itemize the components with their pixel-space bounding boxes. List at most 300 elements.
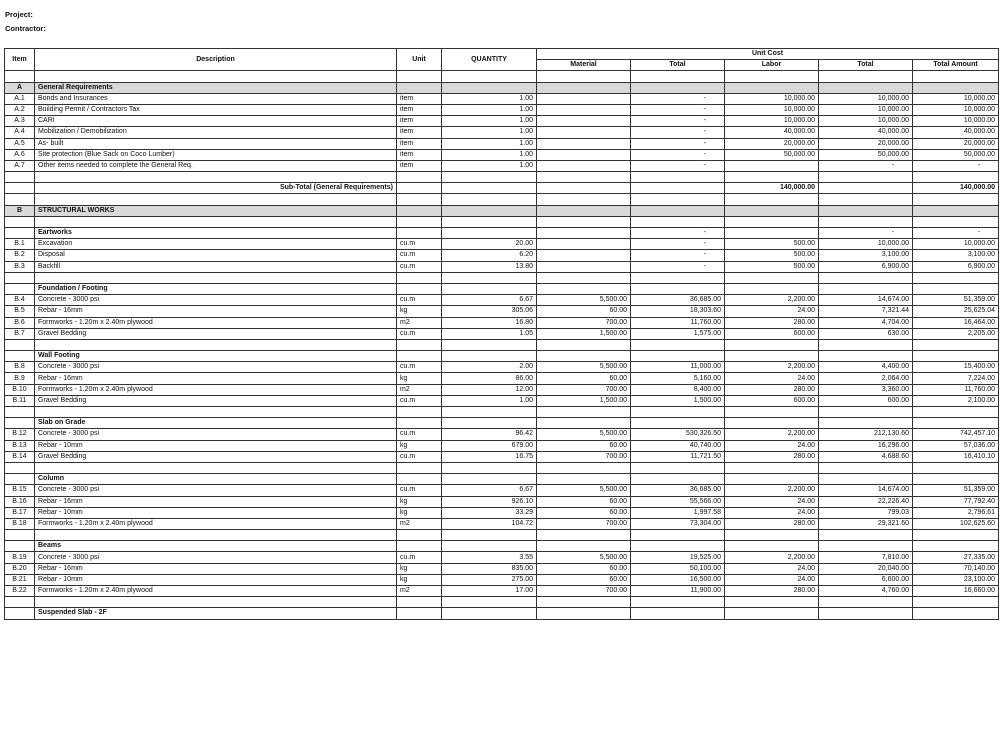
cell-material-total: -	[631, 104, 725, 115]
cell-item: A.6	[5, 149, 35, 160]
cell-quantity: 16.80	[442, 317, 537, 328]
cell-labor: 500.00	[725, 261, 819, 272]
cell-quantity: 926.10	[442, 496, 537, 507]
cell-material: 700.00	[537, 586, 631, 597]
cell-labor	[725, 597, 819, 608]
table-row	[5, 451, 999, 462]
cell-labor	[725, 216, 819, 227]
cell-material: 700.00	[537, 317, 631, 328]
cell-description	[35, 71, 397, 82]
cell-labor: 2,200.00	[725, 485, 819, 496]
cell-unit	[397, 82, 442, 93]
cell-quantity: 835.00	[442, 563, 537, 574]
group-header-row	[5, 351, 999, 362]
cell-item: B.16	[5, 496, 35, 507]
cell-description: General Requirements	[35, 82, 397, 93]
cell-material	[537, 283, 631, 294]
cell-description: Eartworks	[35, 228, 397, 239]
cell-material	[537, 530, 631, 541]
cell-total-amount: 11,760.00	[913, 384, 999, 395]
cell-total-amount: 102,625.60	[913, 518, 999, 529]
cell-labor	[725, 205, 819, 216]
cell-labor-total	[819, 216, 913, 227]
cell-unit: item	[397, 116, 442, 127]
cell-total-amount: 51,359.00	[913, 295, 999, 306]
table-row	[5, 362, 999, 373]
cell-unit: kg	[397, 574, 442, 585]
cell-labor	[725, 172, 819, 183]
cell-quantity: 2.00	[442, 362, 537, 373]
subtotal-row	[5, 183, 999, 194]
col-unit-header: Unit	[397, 49, 442, 71]
cell-labor-total: 14,674.00	[819, 295, 913, 306]
cell-labor-total: 2,064.00	[819, 373, 913, 384]
cell-unit: kg	[397, 440, 442, 451]
cell-labor: 280.00	[725, 518, 819, 529]
blank-row	[5, 597, 999, 608]
cell-labor: 24.00	[725, 306, 819, 317]
cell-material-total: 11,000.00	[631, 362, 725, 373]
cell-quantity	[442, 228, 537, 239]
cell-total-amount: 16,410.10	[913, 451, 999, 462]
cell-item: B.6	[5, 317, 35, 328]
cell-labor-total	[819, 205, 913, 216]
cell-description	[35, 194, 397, 205]
cell-total-amount: 3,100.00	[913, 250, 999, 261]
cell-total-amount	[913, 608, 999, 619]
cell-material-total	[631, 82, 725, 93]
blank-row	[5, 407, 999, 418]
cell-material: 5,500.00	[537, 429, 631, 440]
cell-unit: cu.m	[397, 362, 442, 373]
cell-quantity: 305.06	[442, 306, 537, 317]
cell-material-total: -	[631, 228, 725, 239]
cell-description	[35, 272, 397, 283]
cell-labor-total: 16,296.00	[819, 440, 913, 451]
cell-quantity: 275.00	[442, 574, 537, 585]
cell-unit	[397, 462, 442, 473]
cell-description: Excavation	[35, 239, 397, 250]
cell-item: B.3	[5, 261, 35, 272]
cell-total-amount: 40,000.00	[913, 127, 999, 138]
cell-total-amount: 2,796.61	[913, 507, 999, 518]
cell-description: Building Permit / Contractors Tax	[35, 104, 397, 115]
cell-quantity: 6.67	[442, 485, 537, 496]
cell-total-amount	[913, 71, 999, 82]
cell-total-amount	[913, 407, 999, 418]
cell-item: B.4	[5, 295, 35, 306]
cell-description: Site protection (Blue Sack on Coco Lumber)	[35, 149, 397, 160]
cell-material: 5,500.00	[537, 485, 631, 496]
cell-description	[35, 216, 397, 227]
cell-unit: item	[397, 149, 442, 160]
cell-labor	[725, 71, 819, 82]
cell-total-amount: 70,140.00	[913, 563, 999, 574]
cell-description: Beams	[35, 541, 397, 552]
cell-material: 5,500.00	[537, 295, 631, 306]
table-row	[5, 104, 999, 115]
table-row	[5, 574, 999, 585]
project-label: Project:	[5, 10, 33, 19]
cell-item	[5, 216, 35, 227]
cell-labor	[725, 82, 819, 93]
table-row	[5, 496, 999, 507]
cell-labor-total: 4,704.00	[819, 317, 913, 328]
cell-labor-total: 7,810.00	[819, 552, 913, 563]
cell-material-total: -	[631, 127, 725, 138]
table-body	[5, 71, 999, 619]
cell-material-total: -	[631, 160, 725, 171]
cell-labor	[725, 530, 819, 541]
cell-material-total	[631, 418, 725, 429]
cell-material-total	[631, 351, 725, 362]
cell-item: A.2	[5, 104, 35, 115]
cell-description: CARI	[35, 116, 397, 127]
cell-material: 700.00	[537, 451, 631, 462]
group-header-row	[5, 608, 999, 619]
blank-row	[5, 216, 999, 227]
table-row	[5, 160, 999, 171]
col-material-header: Material	[537, 60, 631, 71]
cell-unit: cu.m	[397, 295, 442, 306]
cell-description: Rebar - 10mm	[35, 507, 397, 518]
cell-total-amount: 27,335.00	[913, 552, 999, 563]
blank-row	[5, 172, 999, 183]
blank-row	[5, 462, 999, 473]
cell-quantity	[442, 194, 537, 205]
cell-material	[537, 541, 631, 552]
cell-quantity: 13.80	[442, 261, 537, 272]
cell-total-amount	[913, 339, 999, 350]
cell-material: 60.00	[537, 306, 631, 317]
col-material-total-header: Total	[631, 60, 725, 71]
cell-material	[537, 160, 631, 171]
cell-item: A.3	[5, 116, 35, 127]
cell-item: B.1	[5, 239, 35, 250]
cell-description: Rebar - 16mm	[35, 563, 397, 574]
cell-labor: 600.00	[725, 328, 819, 339]
cell-quantity: 1.00	[442, 138, 537, 149]
cell-total-amount: 10,000.00	[913, 104, 999, 115]
cell-labor: 2,200.00	[725, 295, 819, 306]
cell-material: 60.00	[537, 574, 631, 585]
cell-material	[537, 608, 631, 619]
cell-material-total	[631, 530, 725, 541]
table-row	[5, 295, 999, 306]
col-labor-header: Labor	[725, 60, 819, 71]
cell-material-total	[631, 407, 725, 418]
cell-total-amount: 51,359.00	[913, 485, 999, 496]
cell-quantity	[442, 283, 537, 294]
cell-description: Concrete - 3000 psi	[35, 552, 397, 563]
cell-labor: 280.00	[725, 317, 819, 328]
cell-material: 1,500.00	[537, 328, 631, 339]
col-labor-total-header: Total	[819, 60, 913, 71]
cell-labor-total	[819, 608, 913, 619]
cell-quantity: 1.00	[442, 93, 537, 104]
blank-row	[5, 71, 999, 82]
cell-unit: m2	[397, 586, 442, 597]
cell-total-amount	[913, 205, 999, 216]
cell-labor: 24.00	[725, 496, 819, 507]
cell-quantity: 6.20	[442, 250, 537, 261]
cell-material-total: 1,500.00	[631, 395, 725, 406]
section-header-row	[5, 82, 999, 93]
cell-labor-total	[819, 272, 913, 283]
cell-total-amount	[913, 172, 999, 183]
cell-material: 700.00	[537, 384, 631, 395]
cell-unit	[397, 339, 442, 350]
cell-item: B.7	[5, 328, 35, 339]
cell-labor-total	[819, 474, 913, 485]
cell-unit: kg	[397, 496, 442, 507]
cell-labor: 2,200.00	[725, 362, 819, 373]
cell-unit: cu.m	[397, 552, 442, 563]
cell-description: Concrete - 3000 psi	[35, 295, 397, 306]
cell-total-amount: 10,000.00	[913, 93, 999, 104]
table-row	[5, 306, 999, 317]
cell-material	[537, 272, 631, 283]
cell-quantity	[442, 541, 537, 552]
cell-material-total: -	[631, 93, 725, 104]
cell-description	[35, 407, 397, 418]
cell-labor	[725, 228, 819, 239]
cell-description: Slab on Grade	[35, 418, 397, 429]
cell-unit	[397, 474, 442, 485]
cell-material-total	[631, 283, 725, 294]
cell-item	[5, 283, 35, 294]
cell-description: Formworks - 1.20m x 2.40m plywood	[35, 384, 397, 395]
cell-quantity: 1.00	[442, 160, 537, 171]
cell-item: B.19	[5, 552, 35, 563]
cell-unit: cu.m	[397, 328, 442, 339]
cell-material	[537, 138, 631, 149]
table-row	[5, 250, 999, 261]
table-row	[5, 563, 999, 574]
cell-quantity: 1.00	[442, 116, 537, 127]
cell-item: B.8	[5, 362, 35, 373]
cell-quantity: 1.00	[442, 395, 537, 406]
cell-unit	[397, 71, 442, 82]
cell-material-total	[631, 541, 725, 552]
cell-material-total: 19,525.00	[631, 552, 725, 563]
cell-unit: item	[397, 104, 442, 115]
cell-labor	[725, 608, 819, 619]
cell-unit	[397, 597, 442, 608]
cell-material: 60.00	[537, 496, 631, 507]
cell-labor-total	[819, 283, 913, 294]
cell-total-amount: 23,100.00	[913, 574, 999, 585]
cell-total-amount: 15,400.00	[913, 362, 999, 373]
cell-item	[5, 407, 35, 418]
cell-material-total	[631, 216, 725, 227]
cell-labor-total: 29,321.60	[819, 518, 913, 529]
cell-total-amount: 7,224.00	[913, 373, 999, 384]
cell-total-amount	[913, 283, 999, 294]
cell-material	[537, 239, 631, 250]
cell-item	[5, 71, 35, 82]
cell-total-amount	[913, 530, 999, 541]
cell-material-total	[631, 339, 725, 350]
cell-item	[5, 172, 35, 183]
cell-description: Other items needed to complete the General Req.	[35, 160, 397, 171]
cell-item	[5, 462, 35, 473]
cell-labor	[725, 541, 819, 552]
cell-material	[537, 261, 631, 272]
cell-material-total: 11,760.00	[631, 317, 725, 328]
cell-labor	[725, 160, 819, 171]
cell-quantity: 104.72	[442, 518, 537, 529]
cell-labor: 500.00	[725, 239, 819, 250]
cell-labor: 2,200.00	[725, 552, 819, 563]
cell-unit: m2	[397, 384, 442, 395]
cell-material-total: 11,900.00	[631, 586, 725, 597]
cell-unit: item	[397, 138, 442, 149]
cell-quantity: 1.00	[442, 104, 537, 115]
cell-labor-total: 50,000.00	[819, 149, 913, 160]
cell-quantity	[442, 183, 537, 194]
table-row	[5, 127, 999, 138]
col-quantity-header: QUANTITY	[442, 49, 537, 71]
cell-description: Wall Footing	[35, 351, 397, 362]
cell-material-total	[631, 194, 725, 205]
col-total-amount-header: Total Amount	[913, 60, 999, 71]
cell-total-amount: 2,100.00	[913, 395, 999, 406]
cell-material	[537, 216, 631, 227]
cell-labor	[725, 351, 819, 362]
cell-labor-total	[819, 407, 913, 418]
cell-item: B	[5, 205, 35, 216]
cell-labor-total: 3,360.00	[819, 384, 913, 395]
cell-labor: 10,000.00	[725, 104, 819, 115]
cell-quantity: 33.29	[442, 507, 537, 518]
cell-labor: 280.00	[725, 384, 819, 395]
cell-labor-total	[819, 339, 913, 350]
cell-labor-total	[819, 351, 913, 362]
cell-labor: 10,000.00	[725, 93, 819, 104]
cell-quantity	[442, 407, 537, 418]
cell-material-total	[631, 205, 725, 216]
cell-total-amount: -	[913, 160, 999, 171]
cell-labor-total	[819, 541, 913, 552]
cell-material: 60.00	[537, 373, 631, 384]
cell-description: Column	[35, 474, 397, 485]
cell-labor	[725, 474, 819, 485]
cell-labor: 600.00	[725, 395, 819, 406]
bill-of-quantities-table	[4, 48, 999, 620]
cell-item: B.12	[5, 429, 35, 440]
cell-labor	[725, 194, 819, 205]
cell-labor-total: 20,040.00	[819, 563, 913, 574]
cell-material	[537, 127, 631, 138]
cell-material-total: 1,575.00	[631, 328, 725, 339]
group-header-row	[5, 474, 999, 485]
cell-item	[5, 474, 35, 485]
cell-material-total: 18,303.60	[631, 306, 725, 317]
cell-description: Bonds and Insurances	[35, 93, 397, 104]
cell-material	[537, 462, 631, 473]
cell-total-amount	[913, 418, 999, 429]
cell-description	[35, 462, 397, 473]
cell-material-total: 36,685.00	[631, 485, 725, 496]
cell-quantity: 3.55	[442, 552, 537, 563]
cell-labor	[725, 462, 819, 473]
col-description-header: Description	[35, 49, 397, 71]
cell-quantity	[442, 71, 537, 82]
cell-labor-total	[819, 71, 913, 82]
cell-labor: 24.00	[725, 563, 819, 574]
cell-description: Formworks - 1.20m x 2.40m plywood	[35, 317, 397, 328]
cell-item: B.9	[5, 373, 35, 384]
cell-unit: cu.m	[397, 250, 442, 261]
cell-unit: cu.m	[397, 485, 442, 496]
cell-item	[5, 339, 35, 350]
cell-quantity	[442, 474, 537, 485]
cell-material	[537, 351, 631, 362]
cell-material	[537, 194, 631, 205]
cell-labor-total: 6,600.00	[819, 574, 913, 585]
cell-description: Concrete - 3000 psi	[35, 485, 397, 496]
cell-description: Rebar - 10mm	[35, 440, 397, 451]
cell-description	[35, 172, 397, 183]
cell-quantity: 16.75	[442, 451, 537, 462]
cell-unit: item	[397, 127, 442, 138]
cell-quantity	[442, 339, 537, 350]
cell-description: Rebar - 16mm	[35, 306, 397, 317]
cell-unit: m2	[397, 518, 442, 529]
cell-item	[5, 183, 35, 194]
cell-item: B.18	[5, 518, 35, 529]
cell-unit	[397, 418, 442, 429]
cell-unit: m2	[397, 317, 442, 328]
table-row	[5, 149, 999, 160]
cell-total-amount: 16,464.00	[913, 317, 999, 328]
cell-item: B.20	[5, 563, 35, 574]
cell-item: B.22	[5, 586, 35, 597]
cell-unit	[397, 205, 442, 216]
cell-material-total: 36,685.00	[631, 295, 725, 306]
cell-description: Backfill	[35, 261, 397, 272]
cell-item: A.5	[5, 138, 35, 149]
cell-material	[537, 104, 631, 115]
cell-material	[537, 149, 631, 160]
cell-labor: 2,200.00	[725, 429, 819, 440]
cell-description: Sub-Total (General Requirements)	[35, 183, 397, 194]
cell-material: 700.00	[537, 518, 631, 529]
cell-labor: 280.00	[725, 451, 819, 462]
cell-material-total: 16,500.00	[631, 574, 725, 585]
cell-quantity: 96.42	[442, 429, 537, 440]
col-unit-cost-header: Unit Cost	[537, 49, 999, 60]
cell-description: Gravel Bedding	[35, 328, 397, 339]
cell-item	[5, 597, 35, 608]
cell-material	[537, 71, 631, 82]
cell-material	[537, 183, 631, 194]
table-row	[5, 328, 999, 339]
cell-labor-total: 4,688.60	[819, 451, 913, 462]
cell-material-total	[631, 608, 725, 619]
cell-total-amount: 742,457.10	[913, 429, 999, 440]
cell-quantity: 12.00	[442, 384, 537, 395]
group-header-row	[5, 418, 999, 429]
cell-material: 60.00	[537, 440, 631, 451]
cell-labor: 280.00	[725, 586, 819, 597]
cell-material-total	[631, 272, 725, 283]
cell-unit: item	[397, 160, 442, 171]
cell-unit	[397, 272, 442, 283]
cell-total-amount	[913, 462, 999, 473]
blank-row	[5, 530, 999, 541]
